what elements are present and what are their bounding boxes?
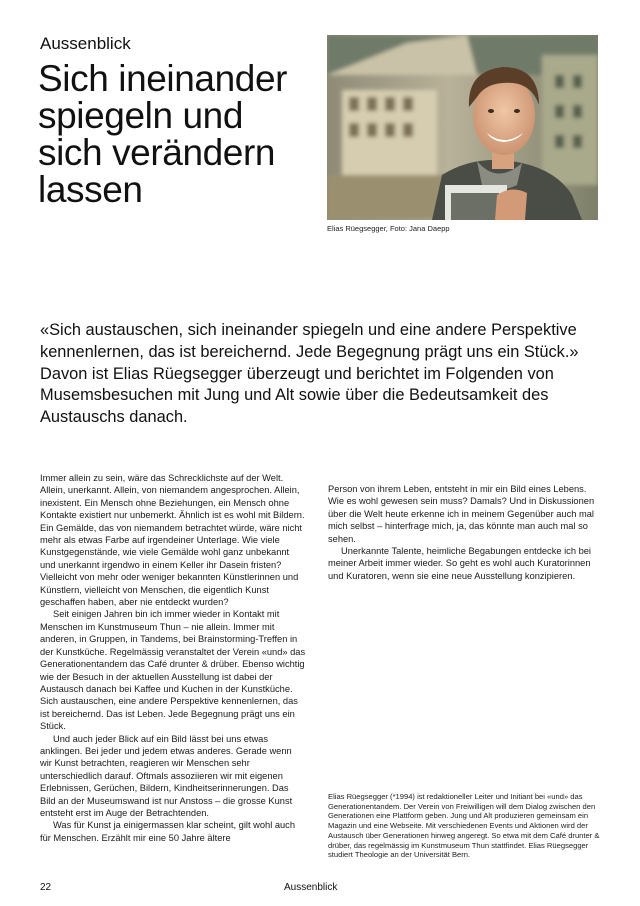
lead-paragraph: «Sich austauschen, sich ineinander spiegeln und eine andere Perspektive kennenlernen, das ist bereichernd. Jede Begegnung prägt uns ein Stück.» Davon ist Elias Rüegsegger überzeugt und berichtet im Folgenden von Musemsbesuchen mit Jung und Alt sowie über die Bedeutsamkeit des Austauschs danach. <box>40 321 579 427</box>
body-paragraph: Person von ihrem Leben, entsteht in mir ein Bild eines Lebens. Wie es wohl gewesen sein muss? Damals? Und in Diskussionen über die Welt heute erkenne ich in meinem Gegenüber auch mal mich selbst – hinterfrage mich, ja, das könnte man auch mal so sehen. <box>328 484 595 544</box>
body-column-right <box>328 483 600 582</box>
headline-line: Sich ineinander <box>38 58 288 99</box>
section-label: Aussenblick <box>40 34 131 53</box>
footer-section-label: Aussenblick <box>284 882 338 893</box>
headline-line: spiegeln und <box>38 95 244 136</box>
headline <box>38 60 318 208</box>
body-paragraph: Immer allein zu sein, wäre das Schrecklichste auf der Welt. Allein, unerkannt. Allein, von niemandem angesprochen. Allein, inexistent. Ein Mensch ohne Beziehungen, ein Mensch ohne Kontakte existiert nur unbemerkt. Ähnlich ist es wohl mit Bildern. Ein Gemälde, das von niemandem betrachtet würde, wäre nicht mehr als etwas Farbe auf irgendeiner Unterlage. Wie viele Kunstgegenstände, wie viele Gemälde wohl ganz unbekannt und unerkannt irgendwo in einem Keller ihr Dasein fristen? Vielleicht von mehr oder weniger bekannten Künstlerinnen und Künstlern, vielleicht von Menschen, die eigentlich Kunst geschaffen haben, aber nie entdeckt wurden? <box>40 473 305 608</box>
headline-line: sich verändern <box>38 132 276 173</box>
body-paragraph: Unerkannte Talente, heimliche Begabungen entdecke ich bei meiner Arbeit immer wieder. So geht es wohl auch Kuratorinnen und Kuratoren, wenn sie eine neue Ausstellung konzipieren. <box>328 546 591 581</box>
portrait-photo <box>327 35 598 220</box>
body-paragraph: Und auch jeder Blick auf ein Bild lässt bei uns etwas anklingen. Bei jeder und jedem etwas anderes. Gerade wenn wir Kunst betrachten, reagieren wir Menschen sehr unterschiedlich darauf. Oftmals assoziieren wir mit eigenen Erlebnissen, Gerüchen, Bildern, Kindheitserinnerungen. Das Bild an der Museumswand ist nur Anstoss – die grosse Kunst entsteht erst im Auge der Betrachtenden. <box>40 733 293 818</box>
body-paragraph: Was für Kunst ja einigermassen klar scheint, gilt wohl auch für Menschen. Erzählt mir eine 50 Jahre ältere <box>40 820 296 843</box>
photo-caption: Elias Rüegsegger, Foto: Jana Daepp <box>327 224 450 233</box>
page-number: 22 <box>40 882 52 893</box>
body-column-left <box>40 472 306 844</box>
headline-line: lassen <box>38 169 143 210</box>
body-paragraph: Seit einigen Jahren bin ich immer wieder in Kontakt mit Menschen im Kunstmuseum Thun – nie allein. Immer mit anderen, in Gruppen, in Tandems, bei Brainstorming-Treffen in der Kunstküche. Regelmässig veranstaltet der Verein «und» das Generationentandem das Café drunter & drüber. Ebenso wichtig wie der Besuch in der aktuellen Ausstellung ist dabei der Austausch danach bei Kaffee und Kuchen in der Kunstküche. Sich austauschen, eine andere Perspektive kennenlernen, das ist bereichernd. Das ist Leben. Jede Begegnung prägt uns ein Stück. <box>40 609 306 732</box>
author-bio: Elias Rüegsegger (*1994) ist redaktioneller Leiter und Initiant bei «und» das Generationentandem. Der Verein von Freiwilligen will dem Dialog zwischen den Generationen eine Plattform geben. Jung und Alt produzieren gemeinsam ein Magazin und eine Webseite. Mit verschiedenen Events und Aktionen wird der Austausch über Generationen hinweg angeregt. So etwa mit dem Café drunter & drüber, das regelmässig im Kunstmuseum Thun stattfindet. Elias Rüegsegger studiert Theologie an der Universität Bern. <box>328 792 600 860</box>
